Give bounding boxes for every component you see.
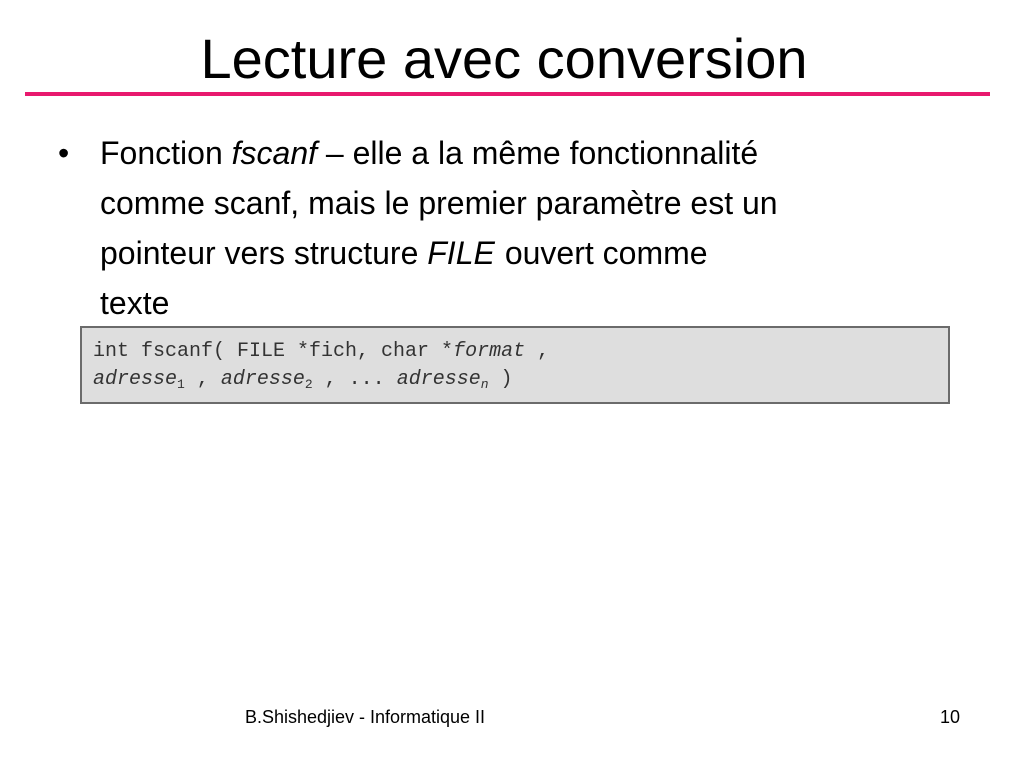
bullet-text	[100, 128, 960, 328]
code-arg-1-sub: 1	[177, 377, 185, 392]
code-arg-1: adresse	[93, 368, 178, 391]
bullet-line-2: comme scanf, mais le premier paramètre est un	[100, 185, 778, 221]
code-close-paren: )	[488, 368, 513, 391]
code-line-1-end: ,	[525, 340, 550, 363]
function-name: fscanf	[231, 135, 317, 171]
file-type-name: FILE	[427, 235, 495, 271]
code-arg-n: adresse	[396, 368, 481, 391]
bullet-line-4: texte	[100, 285, 170, 321]
bullet-line-3-start: pointeur vers structure	[100, 235, 428, 271]
code-line-2	[93, 366, 948, 394]
title-underline	[25, 92, 990, 96]
page-number: 10	[939, 707, 961, 727]
bullet-line-3	[100, 228, 960, 278]
bullet-line-3-end: ouvert comme	[504, 235, 708, 271]
bullet-line-1-end: – elle a la même fonctionnalité	[317, 135, 759, 171]
footer-author: B.Shishedjiev - Informatique II	[244, 707, 486, 727]
bullet-marker: •	[58, 135, 70, 171]
code-arg-2-sub: 2	[304, 377, 313, 392]
code-block	[80, 326, 950, 404]
code-separator-2: , ...	[312, 368, 397, 391]
code-arg-2: adresse	[220, 368, 305, 391]
bullet-line-1	[100, 128, 960, 178]
code-separator-1: ,	[184, 368, 221, 391]
code-format-param: format	[453, 340, 526, 363]
code-arg-n-sub: n	[480, 377, 489, 392]
bullet-line-1-start: Fonction	[100, 135, 232, 171]
slide-title: Lecture avec conversion	[200, 27, 808, 90]
code-line-1	[93, 338, 948, 366]
code-signature: int fscanf( FILE *fich, char *	[93, 340, 454, 363]
